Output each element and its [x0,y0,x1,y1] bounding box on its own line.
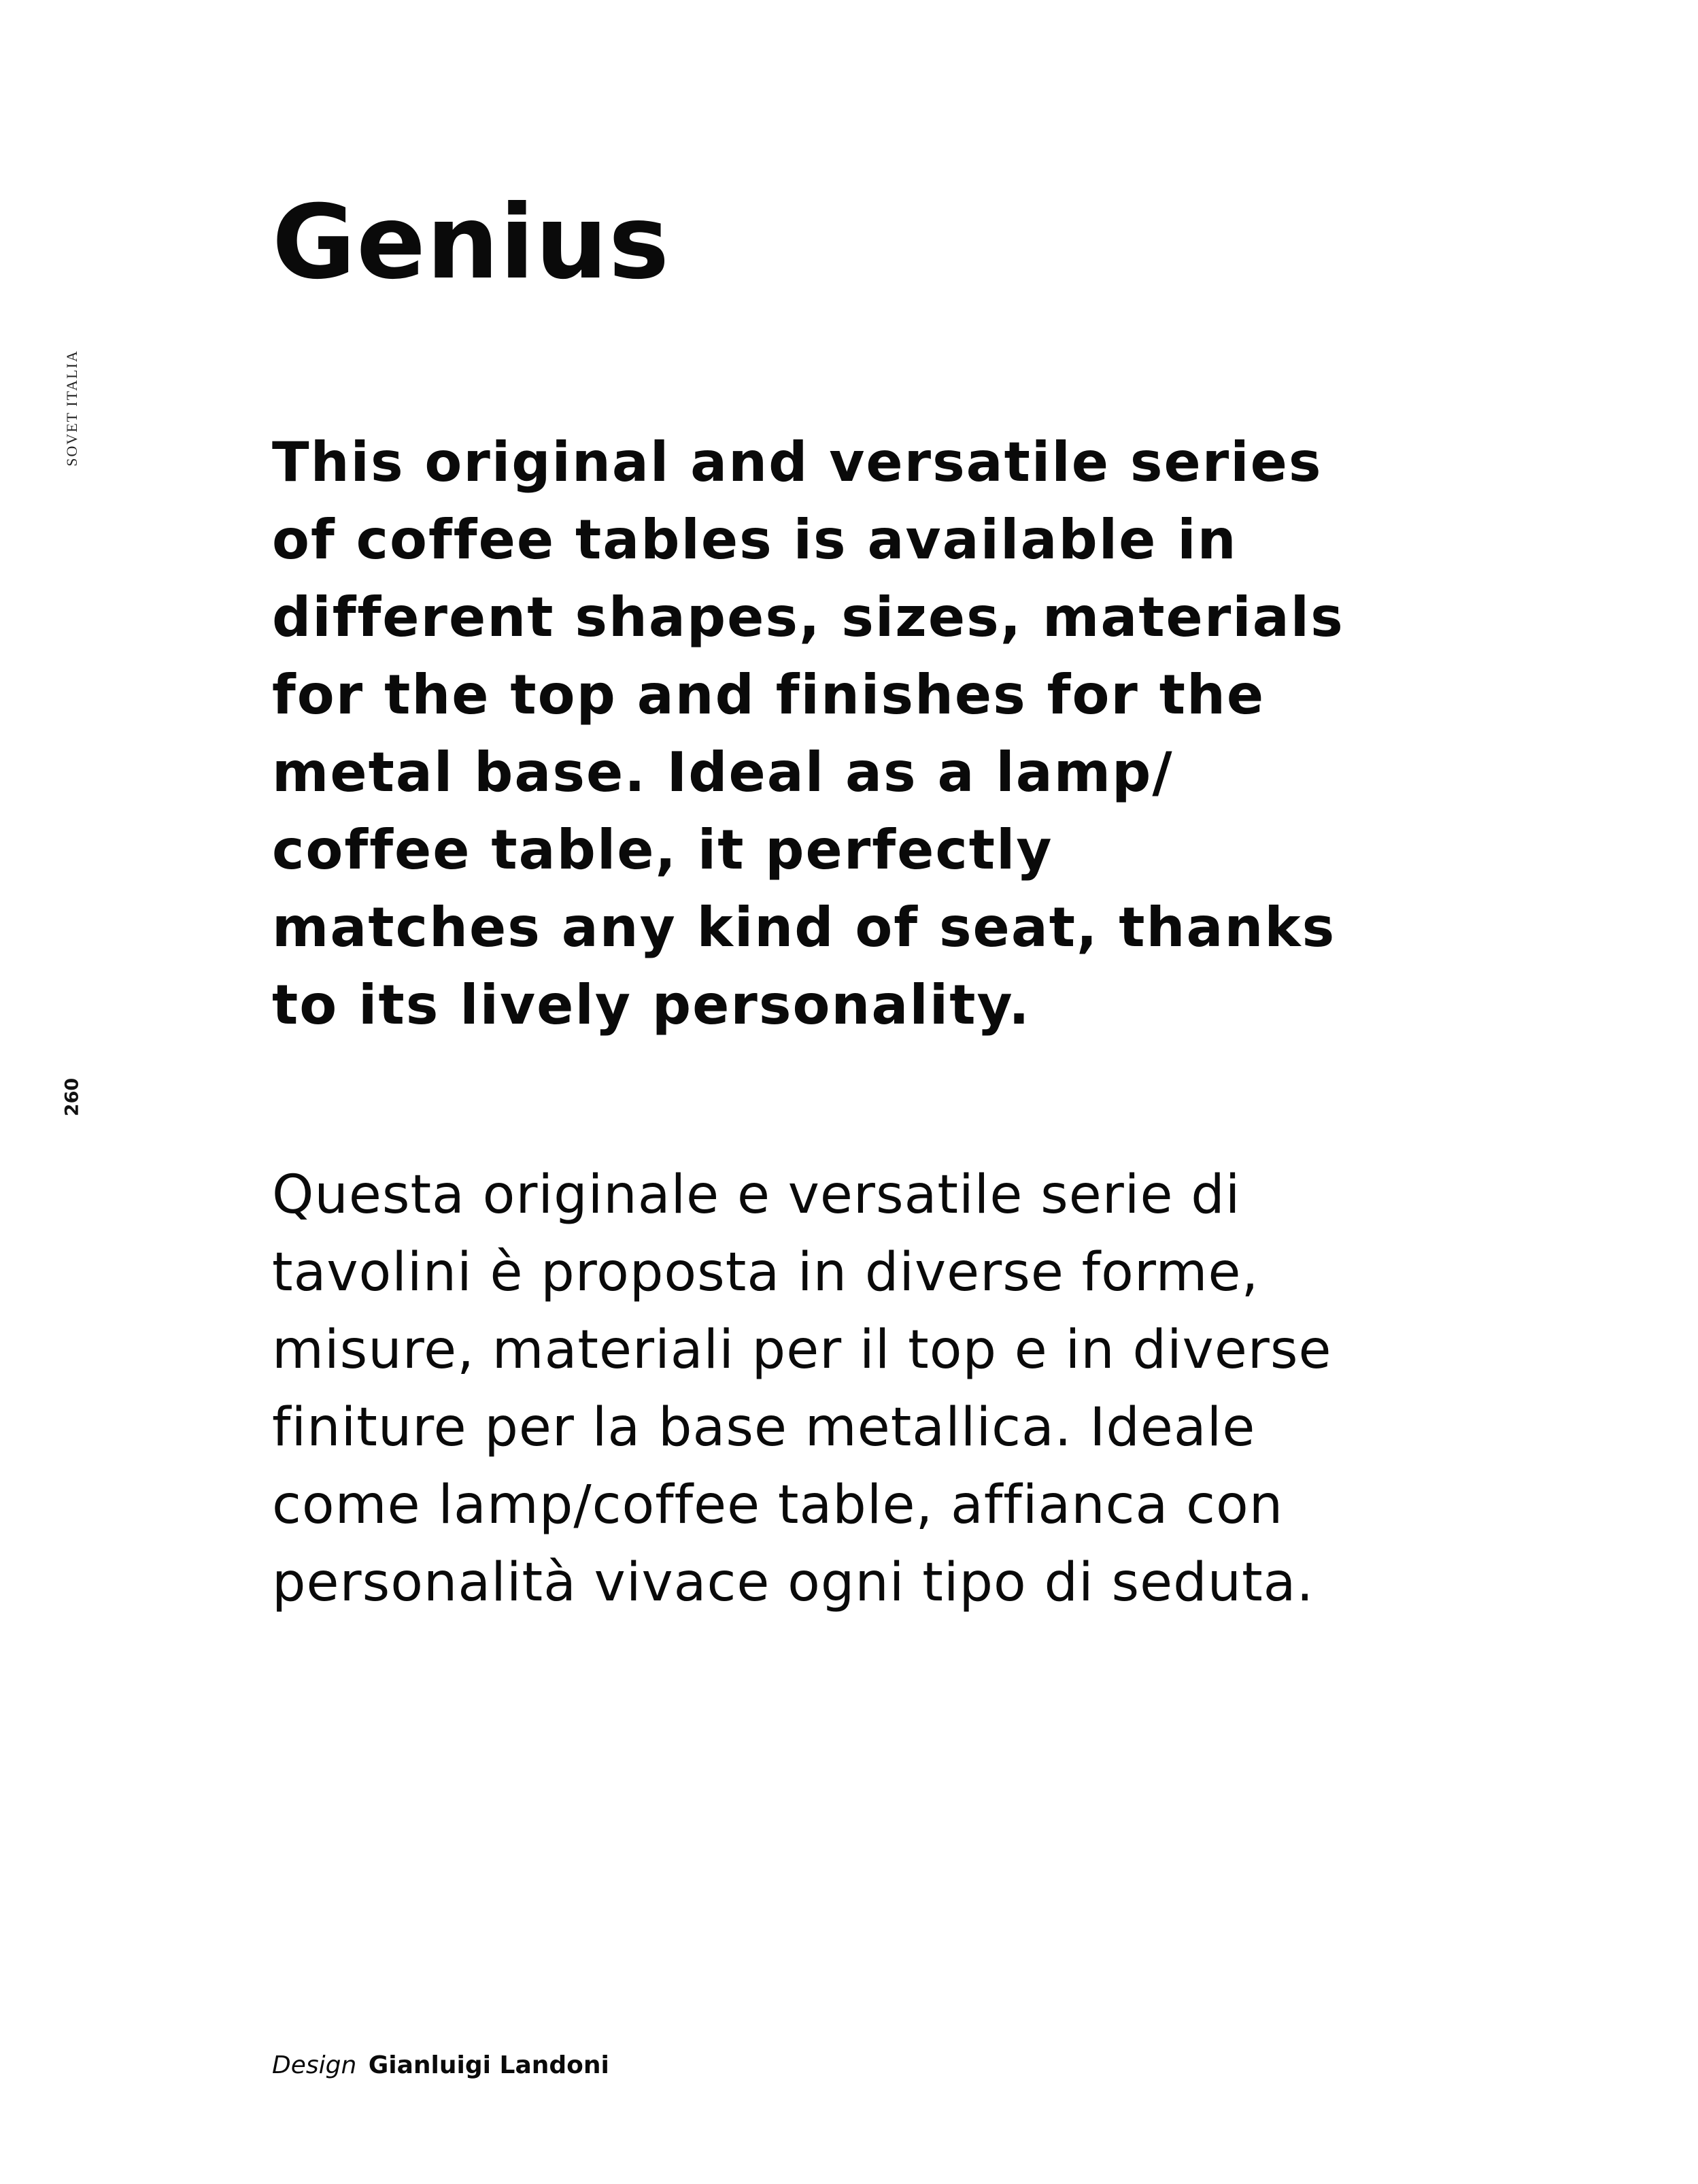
description-english [272,424,1428,1044]
description-english-line: different shapes, sizes, materials [272,586,1344,649]
description-italian-line: finiture per la base metallica. Ideale [272,1397,1256,1458]
description-italian-line: tavolini è proposta in diverse forme, [272,1242,1259,1303]
product-title: Genius [272,184,670,302]
description-english-line: This original and versatile series [272,431,1323,494]
page-number: 260 [61,1077,83,1117]
brand-name-vertical: SOVET ITALIA [63,350,80,467]
description-english-line: metal base. Ideal as a lamp/ [272,741,1174,804]
design-credit-label: Design [272,2051,357,2079]
description-italian-line: come lamp/coffee table, affianca con [272,1475,1284,1536]
description-english-line: to its lively personality. [272,973,1031,1037]
description-italian-line: misure, materiali per il top e in diverse [272,1320,1332,1381]
description-english-line: for the top and finishes for the [272,663,1266,726]
designer-name: Gianluigi Landoni [368,2051,609,2079]
description-english-line: coffee table, it perfectly [272,818,1053,881]
description-english-line: matches any kind of seat, thanks [272,896,1336,959]
description-italian-line: personalità vivace ogni tipo di seduta. [272,1552,1314,1613]
design-credit [272,2053,609,2078]
description-italian-line: Questa originale e versatile serie di [272,1164,1241,1226]
description-italian [272,1156,1428,1622]
description-english-line: of coffee tables is available in [272,508,1238,571]
